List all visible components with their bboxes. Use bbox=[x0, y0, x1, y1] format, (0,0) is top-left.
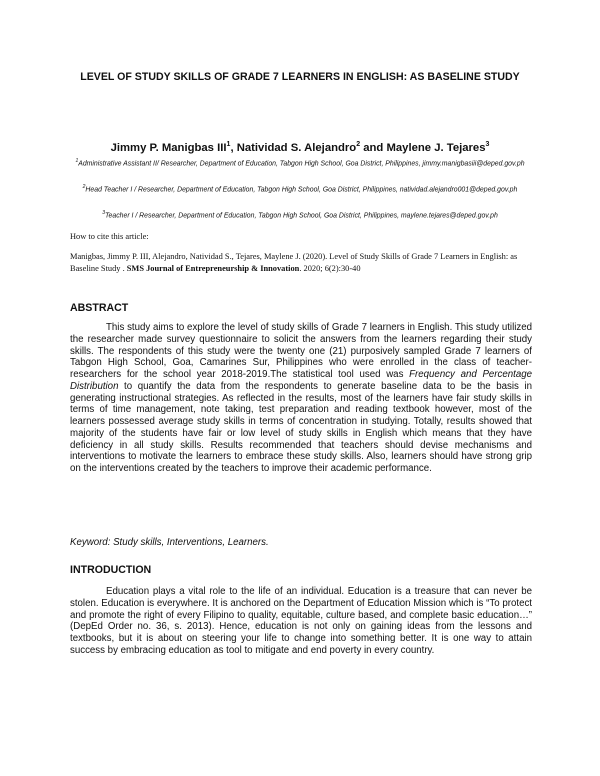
affiliation-text: Head Teacher I / Researcher, Department of Education, Tabgon High School, Goa District, Philippines, natividad.alejandro001@deped.gov.ph bbox=[85, 186, 518, 194]
author-name: Maylene J. Tejares bbox=[386, 141, 486, 154]
author-name: Jimmy P. Manigbas III bbox=[110, 141, 227, 154]
affiliation-text: Administrative Assistant II/ Researcher, Department of Education, Tabgon High School, Goa District, Philippines, jimmy.manigbasiii@deped.gov.ph bbox=[78, 160, 525, 168]
abstract-emphasis: Frequency and Percentage Distribution bbox=[70, 369, 532, 392]
affiliation-1 bbox=[60, 157, 540, 169]
introduction-heading: INTRODUCTION bbox=[70, 564, 152, 576]
citation-journal: SMS Journal of Entrepreneurship & Innovation bbox=[126, 264, 300, 273]
keywords: Keyword: Study skills, Interventions, Learners. bbox=[70, 537, 269, 548]
citation-text bbox=[70, 251, 532, 275]
author-mark: 2 bbox=[356, 141, 361, 148]
author-separator: and bbox=[360, 141, 387, 154]
author-name: Natividad S. Alejandro bbox=[236, 141, 357, 154]
affiliation-mark: 2 bbox=[82, 184, 86, 190]
abstract-heading: ABSTRACT bbox=[70, 302, 129, 314]
abstract-text: to quantify the data from the respondents to generate baseline data to be the basis in generating instructional strategies. As reflected in the results, most of the learners have fair study skills in terms of time management, note taking, test preparation and reading textbook however, most of the learners possessed average study skills in terms of concentration in studying. Totally, results showed that majority of the students have fair or low level of study skills in English which means that they have deficiency in all study skills. Results recommended that teachers should devise mechanisms and interventions to motivate the learners to embrace these study skills. Also, learners should have strong grip on the interventions created by the teachers to improve their academic performance. bbox=[70, 380, 532, 474]
author-separator: , bbox=[230, 141, 237, 154]
affiliation-3 bbox=[40, 209, 560, 221]
affiliation-2 bbox=[60, 183, 540, 195]
citation-text-part: . 2020; 6(2):30-40 bbox=[299, 264, 361, 273]
introduction-body: Education plays a vital role to the life of an individual. Education is a treasure that can never be stolen. Education is everywhere. It is anchored on the Department of Education Mission which is “To protect and promote the right of every Filipino to quality, equitable, culture based, and complete basic education…” (DepEd Order no. 36, s. 2013). Hence, education is not only on gaining ideas from the lessons and textbooks, but it is about on steering your life to change into something better. It is one way to attain success by embracing education as tool to mitigate and end poverty in every country. bbox=[70, 586, 532, 656]
citation-text-part: Manigbas, Jimmy P. III, Alejandro, Natividad S., Tejares, Maylene J. (2020). Level of Study Skills of Grade 7 Learners in English: as Baseline Study . bbox=[70, 252, 518, 273]
paper-title: LEVEL OF STUDY SKILLS OF GRADE 7 LEARNERS IN ENGLISH: AS BASELINE STUDY bbox=[80, 71, 520, 83]
author-line bbox=[40, 138, 560, 155]
author-mark: 3 bbox=[485, 141, 490, 148]
author-mark: 1 bbox=[226, 141, 231, 148]
affiliation-mark: 1 bbox=[75, 158, 79, 164]
affiliation-mark: 3 bbox=[102, 210, 105, 216]
abstract-text: This study aims to explore the level of study skills of Grade 7 learners in English. This study utilized the researcher made survey questionnaire to solicit the answers from the learners regarding their study skills. The respondents of this study were the twenty one (21) purposively sampled Grade 7 learners of Tabgon High School, Goa, Camarines Sur, Philippines who were enrolled in the class of teacher-researchers for the school year 2018-2019.The statistical tool used was bbox=[70, 322, 532, 380]
citation-label: How to cite this article: bbox=[70, 232, 149, 241]
abstract-body bbox=[70, 322, 532, 475]
affiliation-text: Teacher I / Researcher, Department of Education, Tabgon High School, Goa District, Philippines, maylene.tejares@deped.gov.ph bbox=[104, 212, 498, 220]
